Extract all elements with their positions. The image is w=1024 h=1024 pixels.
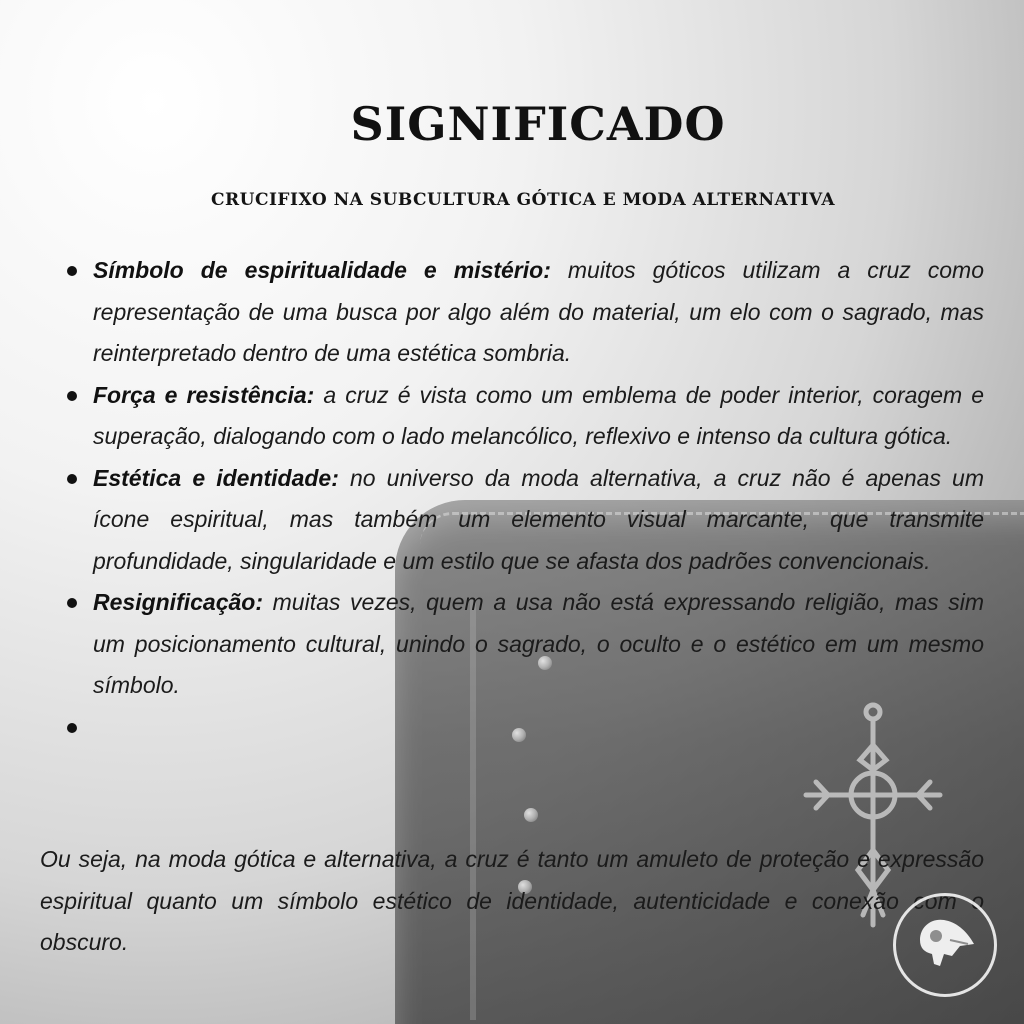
raven-skull-icon — [910, 910, 980, 980]
list-item-text: muitos góticos utilizam a cruz como representação de uma busca por algo além do material, um elo com o sagrado, mas reinterpretado dentro de uma estética sombria. — [93, 257, 984, 366]
list-item — [62, 458, 984, 583]
list-item-term: Resignificação: — [93, 589, 263, 615]
list-item-text: muitas vezes, quem a usa não está expressando religião, mas sim um posicionamento cultural, unindo o sagrado, o oculto e o estético em um mesmo símbolo. — [93, 589, 984, 698]
raven-skull-logo-icon — [893, 893, 997, 997]
bullet-dot-icon — [67, 598, 77, 608]
list-item-term: Símbolo de espiritualidade e mistério: — [93, 257, 551, 283]
page-subtitle: CRUCIFIXO NA SUBCULTURA GÓTICA E MODA ALTERNATIVA — [210, 190, 836, 211]
bullet-dot-icon — [67, 391, 77, 401]
list-item — [62, 582, 984, 707]
list-item-term: Força e resistência: — [93, 381, 315, 408]
bullet-dot-icon — [67, 723, 77, 733]
bullet-dot-icon — [67, 474, 77, 484]
meaning-list — [62, 250, 984, 748]
list-item-empty — [62, 707, 984, 749]
bullet-dot-icon — [67, 266, 77, 276]
list-item-term: Estética e identidade: — [93, 464, 339, 491]
list-item — [62, 375, 984, 458]
page-title: SIGNIFICADO — [350, 96, 726, 151]
list-item-text: no universo da moda alternativa, a cruz não é apenas um ícone espiritual, mas também um elemento visual marcante, que transmite profundidade, singularidade e um estilo que se afasta dos padrões convencionais. — [93, 464, 984, 574]
conclusion-paragraph: Ou seja, na moda gótica e alternativa, a cruz é tanto um amuleto de proteção e expressão espiritual quanto um símbolo estético de identidade, autenticidade e conexão com o obscuro. — [40, 846, 984, 955]
list-item — [62, 250, 984, 375]
list-item-text: a cruz é vista como um emblema de poder interior, coragem e superação, dialogando com o lado melancólico, reflexivo e intenso da cultura gótica. — [93, 381, 984, 449]
